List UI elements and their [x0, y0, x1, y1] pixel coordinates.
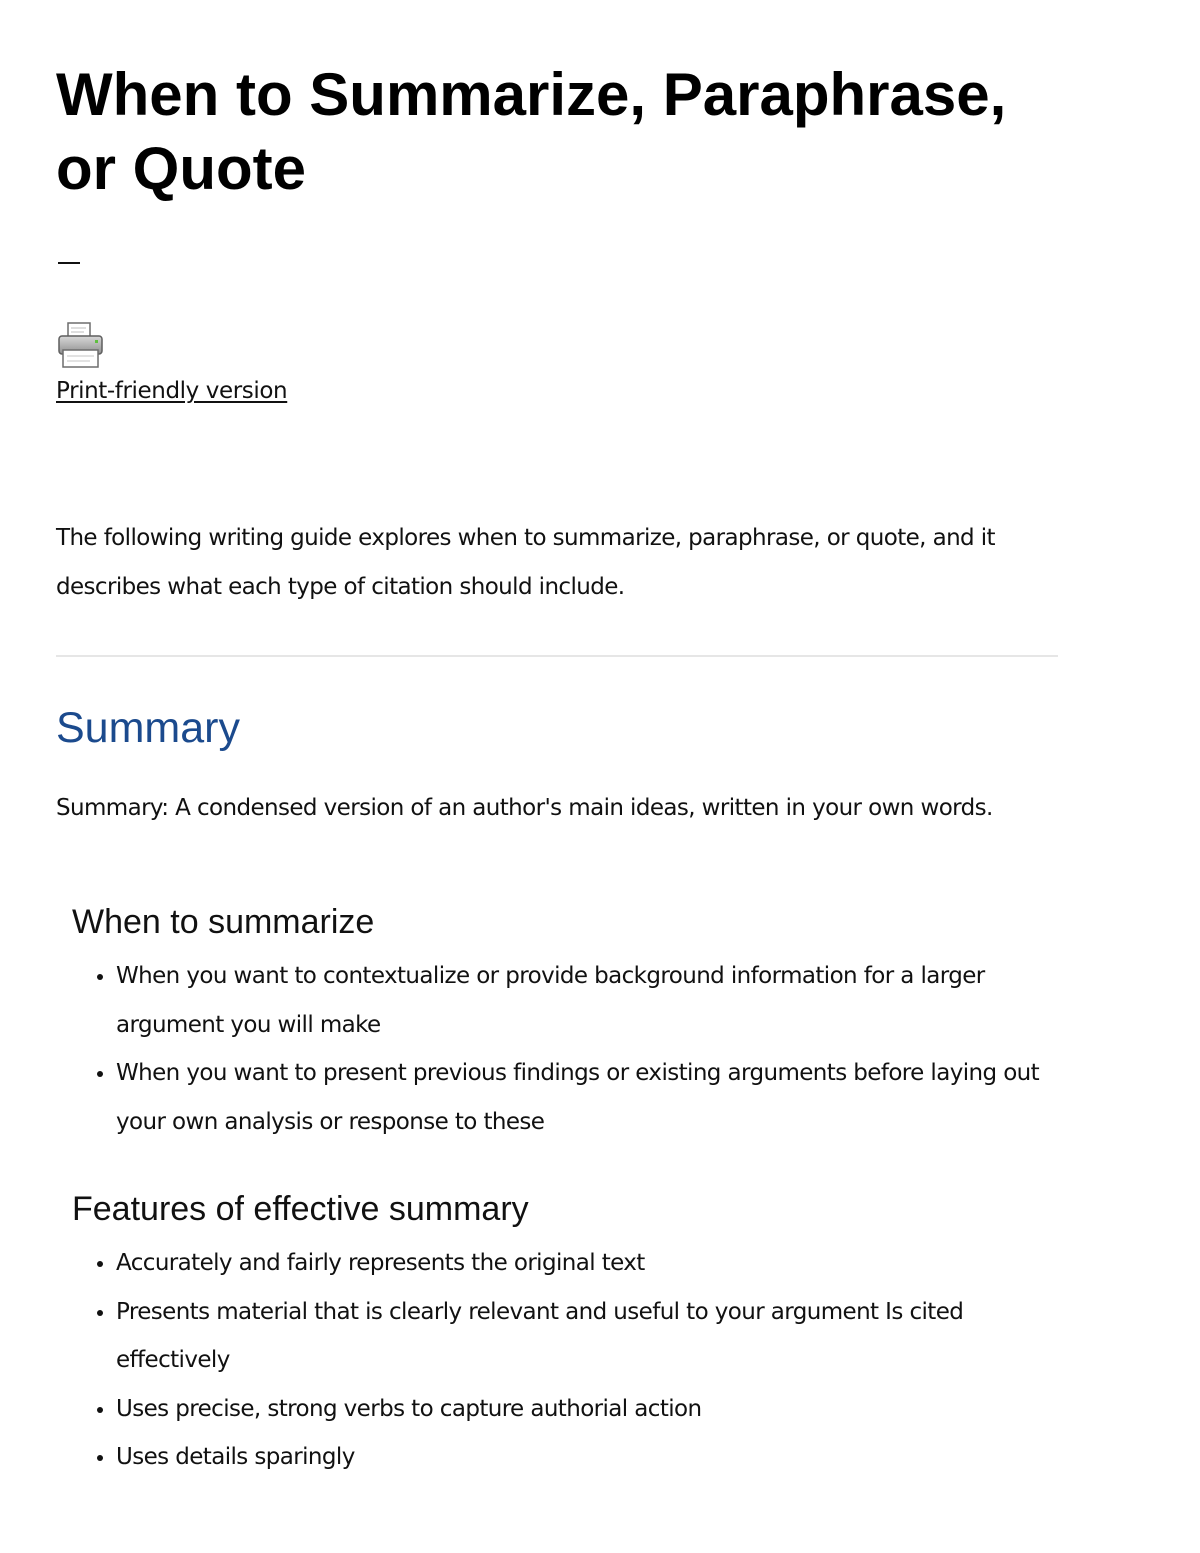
- printer-icon[interactable]: [56, 320, 287, 370]
- list-item: • When you want to present previous findings or existing arguments before laying out your own analysis or response to these: [116, 1049, 1076, 1146]
- print-block[interactable]: [56, 320, 287, 404]
- features-list: [86, 1239, 1076, 1482]
- when-to-summarize-heading: When to summarize: [72, 903, 375, 941]
- summary-heading: Summary: [56, 704, 240, 752]
- list-item: • Accurately and fairly represents the original text: [116, 1239, 1076, 1288]
- title-divider-dash: [58, 262, 80, 264]
- section-divider: [56, 655, 1058, 657]
- list-item: • Uses precise, strong verbs to capture authorial action: [116, 1385, 1076, 1434]
- intro-paragraph: The following writing guide explores when to summarize, paraphrase, or quote, and it describes what each type of citation should include.: [56, 525, 995, 600]
- list-item: • Uses details sparingly: [116, 1433, 1076, 1482]
- summary-definition: Summary: A condensed version of an author's main ideas, written in your own words.: [56, 795, 993, 821]
- page-title: When to Summarize, Paraphrase, or Quote: [56, 61, 1007, 202]
- list-item: • Presents material that is clearly relevant and useful to your argument Is cited effectively: [116, 1288, 1076, 1385]
- features-heading: Features of effective summary: [72, 1190, 529, 1228]
- list-item: • When you want to contextualize or provide background information for a larger argument you will make: [116, 952, 1076, 1049]
- print-friendly-link[interactable]: Print-friendly version: [56, 378, 288, 404]
- when-to-summarize-list: [86, 952, 1076, 1146]
